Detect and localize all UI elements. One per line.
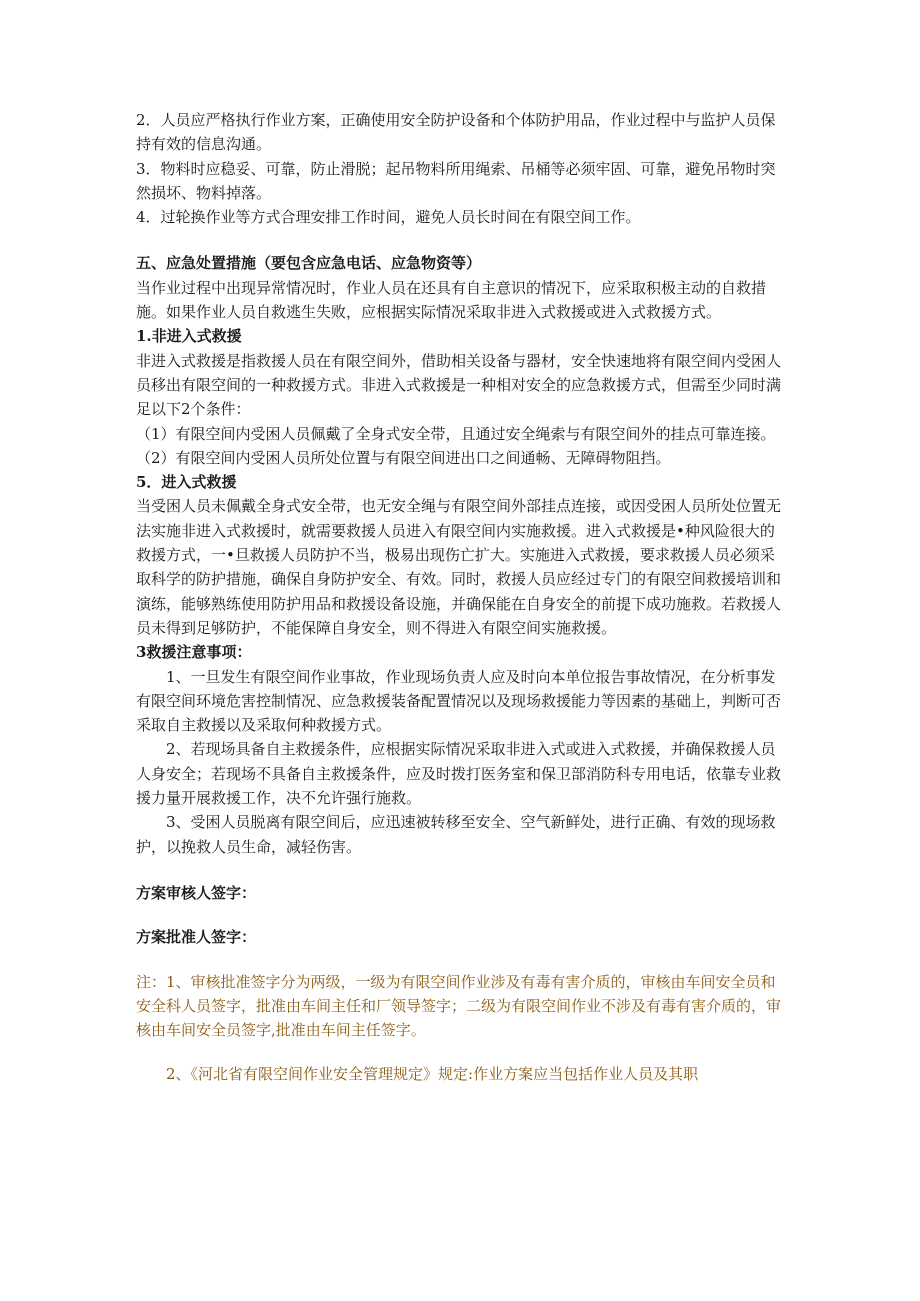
- non-entry-text: 非进入式救援是指救援人员在有限空间外，借助相关设备与器材，安全快速地将有限空间内受困人员移出有限空间的一种救援方式。非进入式救援是一种相对安全的应急救援方式，但需至少同时满足以下2个条件：: [136, 351, 782, 419]
- non-entry-condition-1: （1）有限空间内受困人员佩戴了全身式安全带，且通过安全绳索与有限空间外的挂点可靠连接。: [136, 424, 776, 443]
- measure-item-2: 2．人员应严格执行作业方案，正确使用安全防护设备和个体防护用品，作业过程中与监护人员保持有效的信息沟通。: [136, 111, 776, 154]
- entry-text: 当受困人员未佩戴全身式安全带，也无安全绳与有限空间外部挂点连接，或因受困人员所处位置无法实施非进入式救援时，就需要救援人员进入有限空间内实施救援。进入式救援是•种风险很大的救援方式，一•旦救援人员防护不当，极易出现伤亡扩大。实施进入式救援，要求救援人员必须采取科学的防护措施，确保自身防护安全、有效。同时，救援人员应经过专门的有限空间救援培训和演练，能够熟练使用防护用品和救援设备设施，并确保能在自身安全的前提下成功施救。若救援人员未得到足够防护，不能保障自身安全，则不得进入有限空间实施救援。: [136, 497, 782, 637]
- review-signature-label: 方案审核人签字：: [136, 883, 257, 902]
- rescue-note-3: 3、受困人员脱离有限空间后，应迅速被转移至安全、空气新鲜处，进行正确、有效的现场救护，以挽救人员生命，减轻伤害。: [136, 813, 776, 856]
- non-entry-condition-2: （2）有限空间内受困人员所处位置与有限空间进出口之间通畅、无障碍物阻挡。: [136, 448, 671, 467]
- rescue-notes-heading: 3救援注意事项：: [136, 643, 252, 662]
- measure-item-3: 3．物料时应稳妥、可靠，防止滑脱；起吊物料所用绳索、吊桶等必须牢固、可靠，避免吊物时突然损坏、物料掉落。: [136, 159, 776, 202]
- entry-heading: 5．进入式救援: [136, 473, 237, 492]
- rescue-note-2: 2、若现场具备自主救援条件，应根据实际情况采取非进入式或进入式救援，并确保救援人员人身安全；若现场不具备自主救援条件，应及时拨打医务室和保卫部消防科专用电话，依靠专业救援力量开展救援工作，决不允许强行施救。: [136, 740, 782, 808]
- footnote-1: 注：1、审核批准签字分为两级，一级为有限空间作业涉及有毒有害介质的，审核由车间安全员和安全科人员签字，批准由车间主任和厂领导签字；二级为有限空间作业不涉及有毒有害介质的，审核由车间安全员签字,批准由车间主任签字。: [136, 972, 782, 1040]
- measure-item-4: 4．过轮换作业等方式合理安排工作时间，避免人员长时间在有限空间工作。: [136, 208, 641, 227]
- document-page: [136, 108, 786, 1087]
- emergency-heading: 五、应急处置措施（要包含应急电话、应急物资等）: [136, 254, 482, 273]
- rescue-note-1: 1、一旦发生有限空间作业事故，作业现场负责人应及时向本单位报告事故情况，在分析事发有限空间环境危害控制情况、应急救援装备配置情况以及现场救援能力等因素的基础上，判断可否采取自主救援以及采取何种救援方式。: [136, 667, 782, 735]
- non-entry-heading: 1.非进入式救援: [136, 327, 242, 346]
- footnote-2: 2、《河北省有限空间作业安全管理规定》规定:作业方案应当包括作业人员及其职: [166, 1065, 699, 1084]
- emergency-intro: 当作业过程中出现异常情况时，作业人员在还具有自主意识的情况下，应采取积极主动的自救措施。如果作业人员自救逃生失败，应根据实际情况采取非进入式救援或进入式救援方式。: [136, 278, 767, 322]
- approve-signature-label: 方案批准人签字：: [136, 928, 257, 947]
